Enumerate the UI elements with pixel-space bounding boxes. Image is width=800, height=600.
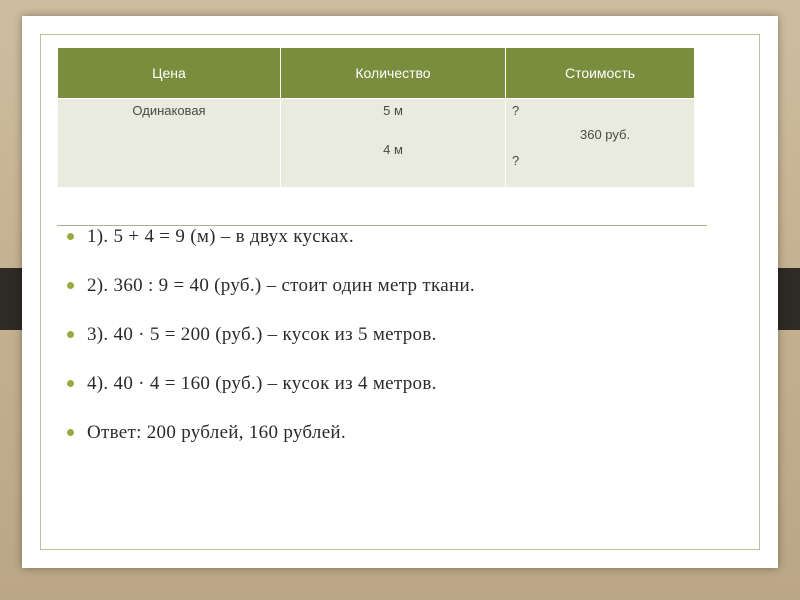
list-item — [63, 217, 475, 266]
table-row — [58, 99, 695, 188]
list-item — [63, 364, 475, 413]
cost-total: 360 руб. — [580, 127, 631, 142]
step-text-1: 1). 5 + 4 = 9 (м) – в двух кусках. — [87, 226, 354, 247]
bullet-icon — [67, 380, 74, 387]
header-quantity: Количество — [281, 48, 506, 99]
header-price: Цена — [58, 48, 281, 99]
list-item — [63, 266, 475, 315]
slide — [22, 16, 778, 568]
solution-steps — [63, 217, 475, 462]
price-quantity-cost-table — [57, 47, 695, 188]
header-cost: Стоимость — [506, 48, 695, 99]
price-value: Одинаковая — [132, 103, 206, 118]
answer-text: Ответ: 200 рублей, 160 рублей. — [87, 422, 346, 443]
step-text-4: 4). 40 · 4 = 160 (руб.) – кусок из 4 метров. — [87, 373, 437, 394]
step-text-2: 2). 360 : 9 = 40 (руб.) – стоит один метр ткани. — [87, 275, 475, 296]
cell-price — [58, 99, 281, 188]
step-text-3: 3). 40 · 5 = 200 (руб.) – кусок из 5 метров. — [87, 324, 437, 345]
slide-frame — [40, 34, 760, 550]
cost-unknown-1: ? — [512, 103, 520, 118]
list-item — [63, 413, 475, 462]
bullet-icon — [67, 233, 74, 240]
bullet-icon — [67, 282, 74, 289]
cell-quantity — [281, 99, 506, 188]
cost-unknown-2: ? — [512, 153, 520, 168]
bullet-icon — [67, 429, 74, 436]
quantity-value-2: 4 м — [383, 142, 403, 157]
bullet-icon — [67, 331, 74, 338]
table-header-row — [58, 48, 695, 99]
cell-cost — [506, 99, 695, 188]
list-item — [63, 315, 475, 364]
quantity-value-1: 5 м — [383, 103, 403, 118]
